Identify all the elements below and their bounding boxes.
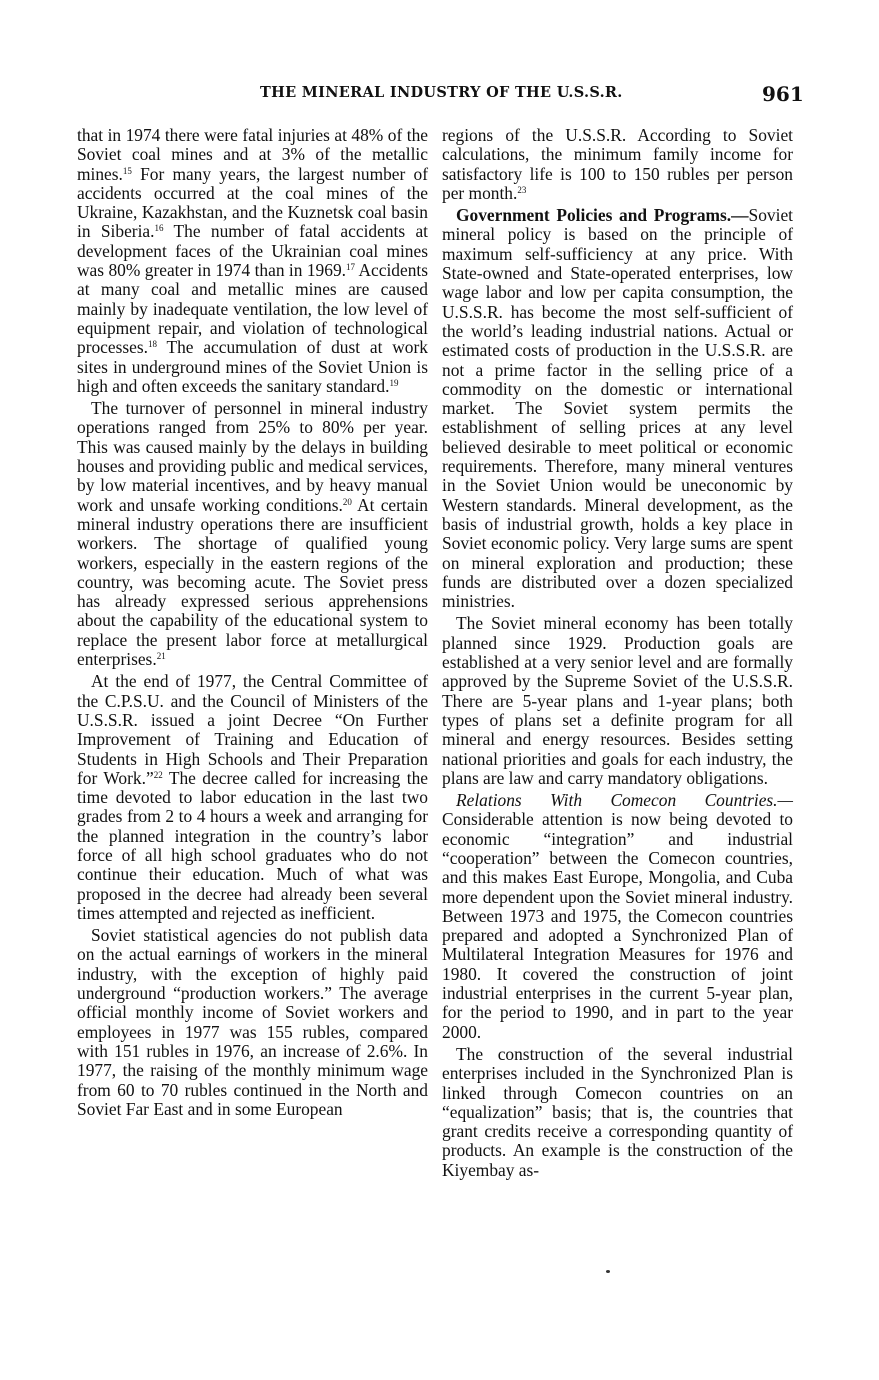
right-column bbox=[442, 126, 793, 1180]
paragraph: regions of the U.S.S.R. According to Soviet calculations, the minimum family income for satisfactory life is 100 to 150 rubles per person per month.$^{23}$ bbox=[442, 125, 793, 203]
paragraph: Soviet statistical agencies do not publish data on the actual earnings of workers in the mineral industry, with the exception of highly paid underground “production workers.” The average official monthly income of Soviet workers and employees in 1977 was 155 rubles, compared with 151 rubles in 1976, an increase of 2.6%. In 1977, the raising of the monthly minimum wage from 60 to 70 rubles continued in the North and Soviet Far East and in some European bbox=[77, 925, 428, 1119]
footnote-ref[interactable]: 16 bbox=[154, 223, 164, 234]
footnote-ref[interactable]: 23 bbox=[517, 184, 527, 195]
scan-speck bbox=[606, 1270, 610, 1273]
section-heading: Government Policies and Programs.— bbox=[456, 205, 749, 226]
section-heading: Relations With Comecon Countries.— bbox=[456, 790, 793, 811]
paragraph: The construction of the several industrial enterprises included in the Synchronized Plan is linked through Comecon countries on an “equalization” basis; that is, the countries that grant credits receive a corresponding quantity of products. An example is the construction of the Kiyembay as- bbox=[442, 1043, 793, 1180]
footnote-ref[interactable]: 19 bbox=[389, 377, 399, 388]
footnote-ref[interactable]: 20 bbox=[342, 496, 352, 507]
footnote-ref[interactable]: 18 bbox=[148, 339, 157, 350]
paragraph: that in 1974 there were fatal injuries at 48% of the Soviet coal mines and at 3% of the metallic mines.$^{15}$ For many years, the largest number of accidents occurred at the coal mines of the Ukraine, Kazakhstan, and the Kuznetsk coal basin in Siberia.$^{16}$ The number of fatal accidents at development faces of the Ukrainian coal mines was 80% greater in 1974 than in 1969.17 Accidents at many coal and metallic mines are caused mainly by inadequate ventilation, the low level of equipment repair, and violation of technological processes.$^{18}$ The accumulation of dust at work sites in underground mines of the Soviet Union is high and often exceeds the sanitary standard.$^{19}$ bbox=[77, 125, 429, 396]
footnote-ref[interactable]: 15 bbox=[122, 165, 132, 176]
footnote-ref[interactable]: 21 bbox=[156, 651, 166, 662]
running-header-title: THE MINERAL INDUSTRY OF THE U.S.S.R. bbox=[260, 84, 623, 101]
page-number: 961 bbox=[762, 82, 804, 106]
paragraph: Government Policies and Programs.—Soviet mineral policy is based on the principle of maximum self-sufficiency at any price. With State-owned and State-operated enterprises, low wage labor and low per capita consumption, the U.S.S.R. has become the most self-sufficient of the world’s leading industrial nations. Actual or estimated costs of production in the U.S.S.R. are not a prime factor in the selling price of a commodity on the domestic or international market. The Soviet system permits the establishment of selling prices at any level believed desirable to meet political or economic requirements. Therefore, many mineral ventures in the Soviet Union would be uneconomic by Western standards. Mineral development, as the basis of industrial growth, holds a key place in Soviet economic policy. Very large sums are spent on mineral exploration and production; these funds are distributed over a dozen specialized ministries. bbox=[442, 205, 793, 612]
paragraph: The turnover of personnel in mineral industry operations ranged from 25% to 80% per year. This was caused mainly by the delays in building houses and providing public and medical services, by low material incentives, and by heavy manual work and unsafe working conditions.$^{20}$ At certain mineral industry operations there are insufficient workers. The shortage of qualified young workers, especially in the eastern regions of the country, was becoming acute. The Soviet press has already expressed serious apprehensions about the capability of the educational system to replace the present labor force at metallurgical enterprises.$^{21}$ bbox=[77, 398, 428, 670]
paragraph: The Soviet mineral economy has been totally planned since 1929. Production goals are established at a very senior level and are formally approved by the Supreme Soviet of the U.S.S.R. There are 5-year plans and 1-year plans; both types of plans set a definite program for all mineral and energy resources. Besides setting national priorities and goals for each industry, the plans are law and carry mandatory obligations. bbox=[442, 613, 793, 788]
footnote-ref[interactable]: 17 bbox=[346, 262, 355, 273]
paragraph: Relations With Comecon Countries.—Considerable attention is now being devoted to economic “integration” and industrial “cooperation” between the Comecon countries, and this makes East Europe, Mongolia, and Cuba more dependent upon the Soviet mineral industry. Between 1973 and 1975, the Comecon countries prepared and adopted a Synchronized Plan of Multilateral Integration Measures for 1976 and 1980. It covered the construction of joint industrial enterprises in the current 5-year plan, for the period to 1990, and in part to the year 2000. bbox=[442, 790, 793, 1042]
paragraph: At the end of 1977, the Central Committee of the C.P.S.U. and the Council of Ministers of the U.S.S.R. issued a joint Decree “On Further Improvement of Training and Education of Students in High Schools and Their Preparation for Work.”$^{22}$ The decree called for increasing the time devoted to labor education in the last two grades from 2 to 4 hours a week and arranging for the planned integration in the country’s labor force of all high school graduates who do not continue their education. Much of what was proposed in the decree had already been several times attempted and rejected as inefficient. bbox=[77, 671, 428, 923]
footnote-ref[interactable]: 22 bbox=[153, 769, 163, 780]
left-column bbox=[77, 126, 428, 1119]
